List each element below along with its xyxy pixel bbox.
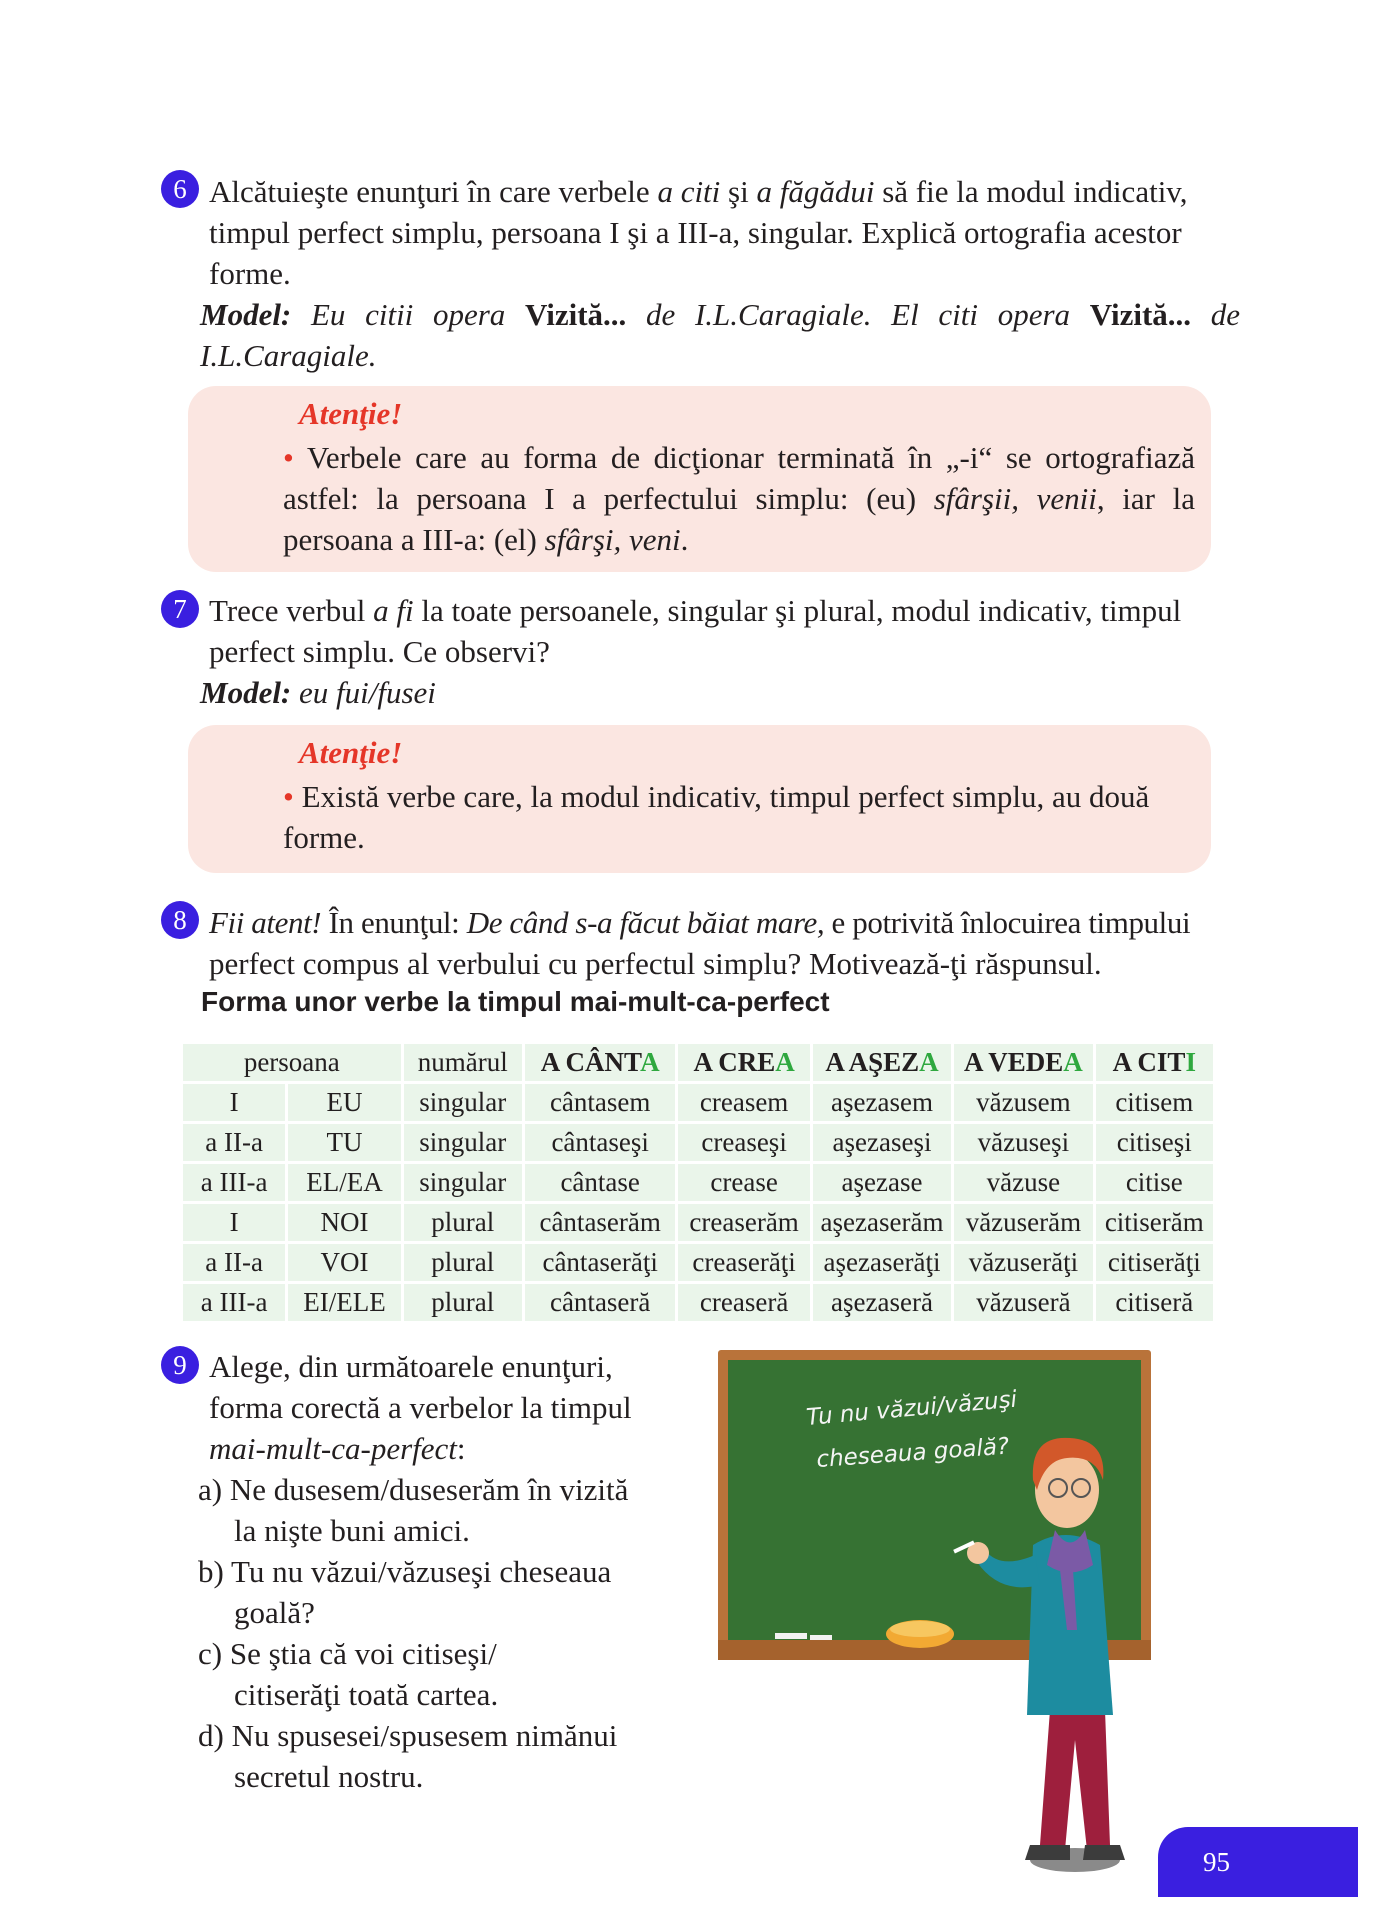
table-cell: văzuse xyxy=(954,1164,1092,1201)
table-row xyxy=(183,1084,1213,1121)
exercise-9-text: Alege, din următoarele enunţuri, forma corectă a verbelor la timpul mai-mult-ca-perfect: xyxy=(209,1349,632,1466)
table-cell: creaseşi xyxy=(678,1124,809,1161)
board-text-line-2: cheseaua goală? xyxy=(815,1433,1010,1473)
table-cell: I xyxy=(183,1084,285,1121)
header-persoana: persoana xyxy=(183,1044,401,1081)
exercise-7-text: Trece verbul a fi la toate persoanele, singular şi plural, modul indicativ, timpul perfect simplu. Ce observi? xyxy=(209,593,1182,669)
table-cell: singular xyxy=(404,1164,522,1201)
exercise-7-model: Model: eu fui/fusei xyxy=(200,675,436,710)
table-cell: crease xyxy=(678,1164,809,1201)
table-cell: EL/EA xyxy=(288,1164,400,1201)
header-verb-a-canta: A CÂNTA xyxy=(525,1044,675,1081)
attention-text-2: • Există verbe care, la modul indicativ, timpul perfect simplu, au două forme. xyxy=(283,779,1150,855)
header-verb-a-crea: A CREA xyxy=(678,1044,809,1081)
table-cell: creaseră xyxy=(678,1284,809,1321)
table-cell: văzuserăm xyxy=(954,1204,1092,1241)
table-cell: aşezaseră xyxy=(813,1284,951,1321)
exercise-6-text: Alcătuieşte enunţuri în care verbele a citi şi a făgădui să fie la modul indicativ, timpul perfect simplu, persoana I şi a III-a, singular. Explică ortografia acestor forme. xyxy=(209,174,1188,291)
table-row xyxy=(183,1124,1213,1161)
table-cell: creasem xyxy=(678,1084,809,1121)
table-cell: citisem xyxy=(1096,1084,1213,1121)
table-cell: citiserăm xyxy=(1096,1204,1213,1241)
table-cell: plural xyxy=(404,1284,522,1321)
table-cell: a III-a xyxy=(183,1164,285,1201)
table-cell: citiseră xyxy=(1096,1284,1213,1321)
table-cell: aşezaseşi xyxy=(813,1124,951,1161)
table-cell: NOI xyxy=(288,1204,400,1241)
table-cell: văzuserăţi xyxy=(954,1244,1092,1281)
table-cell: cântaseră xyxy=(525,1284,675,1321)
table-cell: văzuseră xyxy=(954,1284,1092,1321)
exercise-8-text: Fii atent! În enunţul: De când s-a făcut băiat mare, e potrivită înlocuirea timpului perfect compus al verbului cu perfectul simplu? Motivează-ţi răspunsul. xyxy=(209,905,1191,981)
board-text-line-1: Tu nu văzui/văzuşi xyxy=(805,1386,1019,1431)
table-cell: singular xyxy=(404,1124,522,1161)
table-cell: cântasem xyxy=(525,1084,675,1121)
table-cell: cântaserăţi xyxy=(525,1244,675,1281)
table-cell: cântaseşi xyxy=(525,1124,675,1161)
chalkboard-illustration xyxy=(715,1340,1155,1880)
exercise-9-options: a) Ne dusesem/duseserăm în vizită la nişte buni amici. b) Tu nu văzui/văzuseşi cheseaua goală? c) Se ştia că voi citiseşi/ citiserăţi toată cartea. d) Nu spusesei/spusesem nimănui secretul nostru. xyxy=(198,1469,678,1797)
table-cell: cântaserăm xyxy=(525,1204,675,1241)
table-cell: citiseşi xyxy=(1096,1124,1213,1161)
option-d: d) Nu spusesei/spusesem nimănui xyxy=(198,1718,618,1753)
table-cell: a II-a xyxy=(183,1244,285,1281)
exercise-6-model: Model: Eu citii opera Vizită... de I.L.Caragiale. El citi opera Vizită... de I.L.Caragiale. xyxy=(200,297,1240,373)
header-verb-a-citi: A CITI xyxy=(1096,1044,1213,1081)
table-row xyxy=(183,1204,1213,1241)
page-number: 95 xyxy=(1158,1827,1358,1897)
table-row xyxy=(183,1244,1213,1281)
table-cell: a III-a xyxy=(183,1284,285,1321)
table-cell: aşezaserăm xyxy=(813,1204,951,1241)
table-cell: creaserăţi xyxy=(678,1244,809,1281)
table-cell: I xyxy=(183,1204,285,1241)
option-c: c) Se ştia că voi citiseşi/ xyxy=(198,1636,497,1671)
table-cell: plural xyxy=(404,1244,522,1281)
header-verb-a-vedea: A VEDEA xyxy=(954,1044,1092,1081)
table-cell: aşezasem xyxy=(813,1084,951,1121)
attention-title-2: Atenţie! xyxy=(299,735,403,770)
table-cell: cântase xyxy=(525,1164,675,1201)
exercise-8-number: 8 xyxy=(161,901,199,939)
table-cell: aşezaserăţi xyxy=(813,1244,951,1281)
table-cell: TU xyxy=(288,1124,400,1161)
option-a: a) Ne dusesem/duseserăm în vizită xyxy=(198,1472,629,1507)
table-cell: VOI xyxy=(288,1244,400,1281)
header-numarul: numărul xyxy=(404,1044,522,1081)
exercise-7-number: 7 xyxy=(161,590,199,628)
table-cell: văzusem xyxy=(954,1084,1092,1121)
exercise-6-number: 6 xyxy=(161,170,199,208)
table-row xyxy=(183,1284,1213,1321)
table-title: Forma unor verbe la timpul mai-mult-ca-perfect xyxy=(201,986,830,1017)
table-cell: plural xyxy=(404,1204,522,1241)
table-cell: EI/ELE xyxy=(288,1284,400,1321)
table-row xyxy=(183,1164,1213,1201)
table-cell: a II-a xyxy=(183,1124,285,1161)
table-cell: citiserăţi xyxy=(1096,1244,1213,1281)
option-b: b) Tu nu văzui/văzuseşi cheseaua xyxy=(198,1554,612,1589)
table-header-row xyxy=(183,1044,1213,1081)
verb-table xyxy=(180,1041,1216,1324)
table-cell: creaserăm xyxy=(678,1204,809,1241)
table-cell: văzuseşi xyxy=(954,1124,1092,1161)
table-cell: singular xyxy=(404,1084,522,1121)
attention-text-1: • Verbele care au forma de dicţionar terminată în „-i“ se ortografiază astfel: la persoana I a perfectului simplu: (eu) sfârşii, venii, iar la persoana a III-a: (el) sfârşi, veni. xyxy=(283,440,1195,557)
table-cell: EU xyxy=(288,1084,400,1121)
header-verb-a-aseza: A AŞEZA xyxy=(813,1044,951,1081)
table-cell: aşezase xyxy=(813,1164,951,1201)
table-cell: citise xyxy=(1096,1164,1213,1201)
exercise-9-number: 9 xyxy=(161,1346,199,1384)
attention-title-1: Atenţie! xyxy=(299,396,403,431)
